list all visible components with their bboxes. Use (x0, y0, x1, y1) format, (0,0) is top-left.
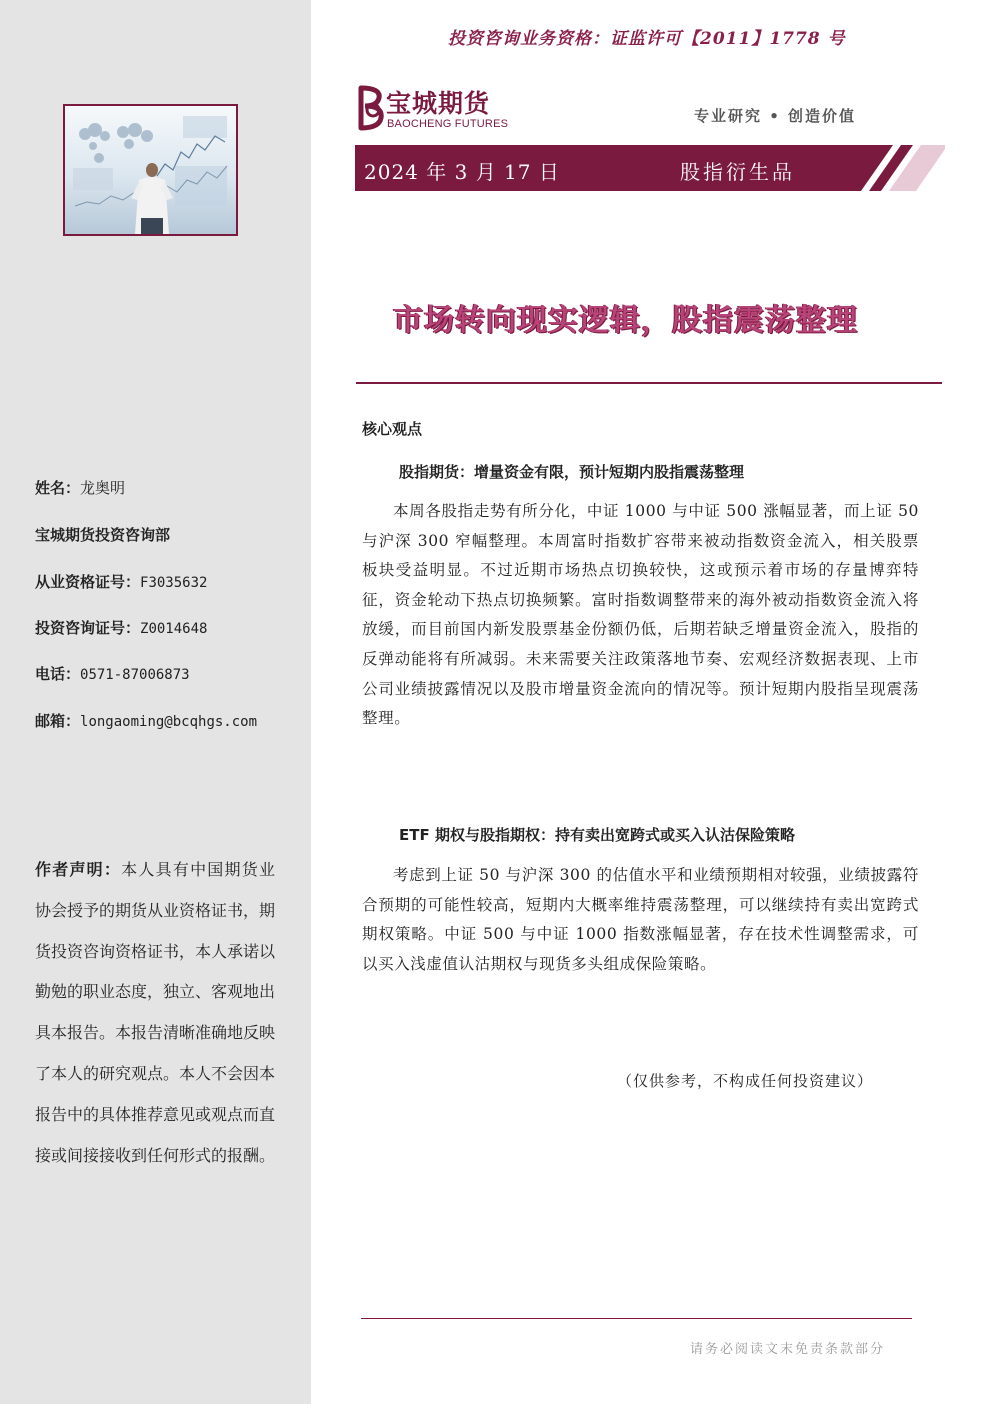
email (35, 710, 257, 731)
author-statement (35, 850, 275, 1176)
email-value: longaoming@bcqhgs.com (80, 714, 258, 730)
phone (35, 663, 190, 684)
logo-english-name: BAOCHENG FUTURES (387, 118, 509, 130)
license-text: 投资咨询业务资格：证监许可【2011】1778 号 (448, 29, 846, 49)
author-name-label: 姓名： (35, 479, 81, 497)
footer-divider (361, 1318, 912, 1319)
section1-heading: 股指期货：增量资金有限，预计短期内股指震荡整理 (399, 463, 745, 481)
slogan: 专业研究 • 创造价值 (694, 107, 857, 125)
qualification-value: F3035632 (140, 575, 208, 591)
section1-paragraph: 本周各股指走势有所分化，中证 1000 与中证 500 涨幅显著，而上证 50 与沪深 300 窄幅整理。本周富时指数扩容带来被动指数资金流入，相关股票板块受益明显。不过近期市场热点切换较快，这或预示着市场的存量博弈特征，资金轮动下热点切换频繁。富时指数调整带来的海外被动指数资金流入将放缓，而目前国内新发股票基金份额仍低，后期若缺乏增量资金流入，股指的反弹动能将有所减弱。未来需要关注政策落地节奏、宏观经济数据表现、上市公司业绩披露情况以及股市增量资金流向的情况等。预计短期内股指呈现震荡整理。 (362, 502, 919, 728)
statement-label: 作者声明： (35, 860, 122, 879)
title-divider (356, 382, 942, 384)
author-name (35, 477, 125, 498)
report-title: 市场转向现实逻辑，股指震荡整理 (393, 303, 858, 338)
analyst-chart-illustration (65, 106, 236, 234)
section2-paragraph: 考虑到上证 50 与沪深 300 的估值水平和业绩预期相对较强，业绩披露符合预期的可能性较高，短期内大概率维持震荡整理，可以继续持有卖出宽跨式期权策略。中证 500 与中证 1000 指数涨幅显著，存在技术性调整需求，可以买入浅虚值认沽期权与现货多头组成保险策略。 (362, 866, 919, 973)
cover-photo (63, 104, 238, 236)
phone-label: 电话： (35, 665, 81, 683)
department (35, 524, 170, 545)
phone-value: 0571-87006873 (80, 667, 190, 683)
section2-heading: ETF 期权与股指期权：持有卖出宽跨式或买入认沽保险策略 (399, 826, 795, 844)
sidebar (0, 0, 311, 1404)
footer-note: 请务必阅读文末免责条款部分 (690, 1342, 886, 1357)
report-category: 股指衍生品 (680, 160, 795, 184)
email-label: 邮箱： (35, 712, 81, 730)
core-view-heading: 核心观点 (362, 420, 423, 438)
qualification-label: 从业资格证号： (35, 573, 141, 591)
logo-name: 宝城期货 (386, 89, 491, 118)
report-date: 2024 年 3 月 17 日 (364, 160, 560, 184)
author-name-value: 龙奥明 (80, 479, 126, 497)
consulting-number (35, 617, 207, 638)
consulting-value: Z0014648 (140, 621, 208, 637)
investment-disclaimer: （仅供参考，不构成任何投资建议） (617, 1072, 874, 1090)
department-name: 宝城期货投资咨询部 (35, 526, 171, 544)
consulting-label: 投资咨询证号： (35, 619, 141, 637)
statement-text: 本人具有中国期货业协会授予的期货从业资格证书，期货投资咨询资格证书，本人承诺以勤勉的职业态度，独立、客观地出具本报告。本报告清晰准确地反映了本人的研究观点。本人不会因本报告中的具体推荐意见或观点而直接或间接接收到任何形式的报酬。 (35, 860, 276, 1165)
qualification-number (35, 571, 207, 592)
